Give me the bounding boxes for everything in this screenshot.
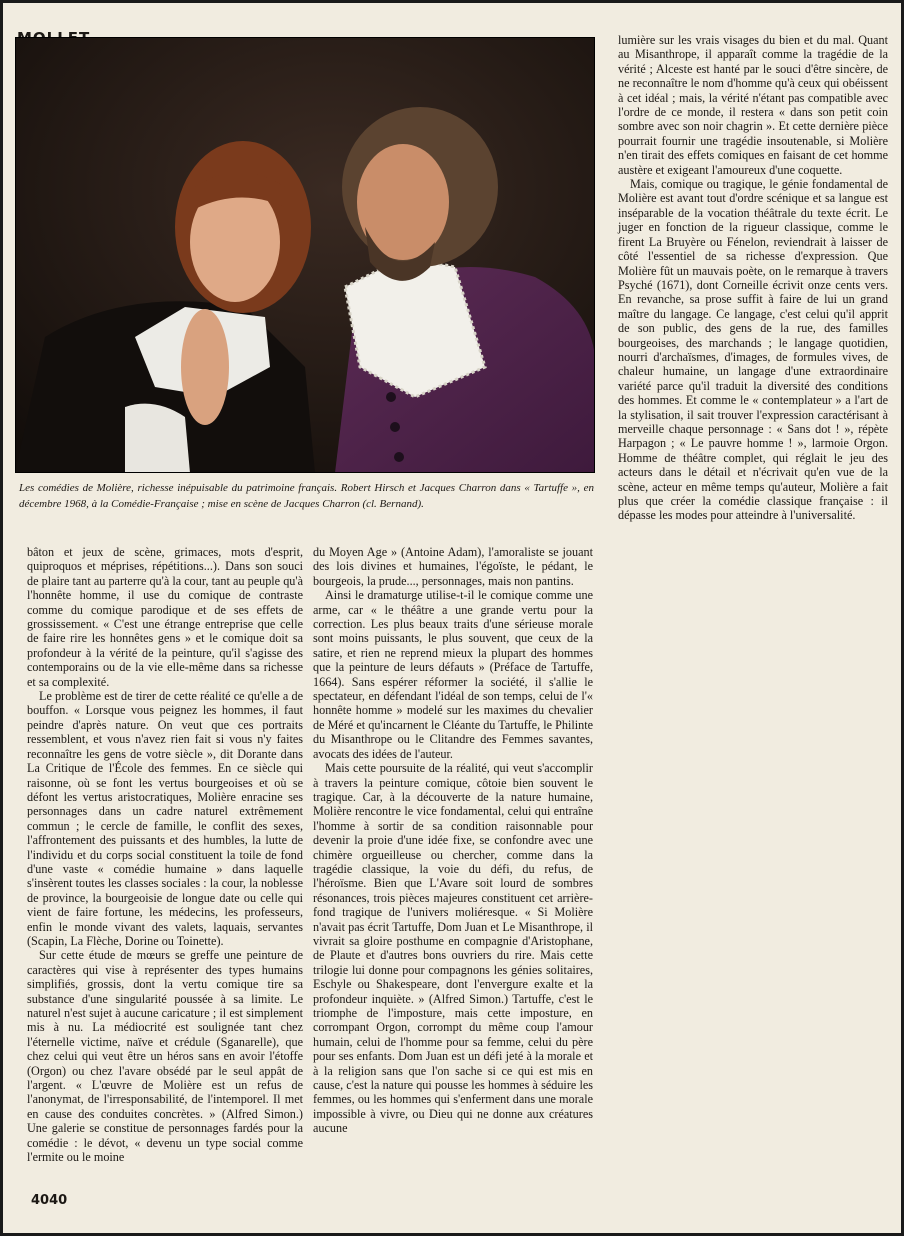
text-column-2 [313, 545, 593, 1136]
paragraph: du Moyen Age » (Antoine Adam), l'amoraliste se jouant des lois divines et humaines, l'égoïste, le pédant, le bourgeois, la prude..., personnages, mais non pantins. [313, 545, 593, 588]
paragraph: Le problème est de tirer de cette réalité ce qu'elle a de bouffon. « Lorsque vous peignez les hommes, il faut peindre d'après nature. On veut que ces portraits ressemblent, et vous n'avez rien fait si vous n'y faites reconnaître les gens de votre siècle », dit Dorante dans La Critique de l'École des femmes. En ce siècle qui raisonne, où se font les vertus bourgeoises et où se défont les vertus aristocratiques, Molière enracine ses personnages dans un cadre naturel extrêmement commun ; le cercle de famille, le conflit des sexes, l'affrontement des puissants et des humbles, la lutte de l'individu et du corps social constituent la toile de fond d'une vaste « comédie humaine » dans laquelle s'insèrent toutes les classes sociales : la cour, la noblesse de province, la bourgeoisie de longue date ou celle qui vient de faire fortune, les médecins, les professeurs, enfin le monde vivant des valets, laquais, servantes (Scapin, La Flèche, Dorine ou Toinette). [27, 689, 303, 948]
photo-caption: Les comédies de Molière, richesse inépuisable du patrimoine français. Robert Hirsch et Jacques Charron dans « Tartuffe », en décembre 1968, à la Comédie-Française ; mise en scène de Jacques Charron (cl. Bernand). [19, 482, 594, 510]
paragraph: Mais cette poursuite de la réalité, qui veut s'accomplir à travers la peinture comique, côtoie bien souvent le tragique. Car, à la découverte de la nature humaine, Molière rencontre le vice fondamental, celui qui entraîne l'homme à sortir de sa condition raisonnable pour devenir la proie d'une idée fixe, se confondre avec une chimère orgueilleuse ou chercher, comme dans la tragédie classique, la voie du défi, du refus, de l'héroïsme. Bien que L'Avare soit lourd de sombres résonances, trois pièces majeures constituent cet arrière-fond tragique de l'univers moliéresque. « Si Molière n'avait pas écrit Tartuffe, Dom Juan et Le Misanthrope, il vivrait sa gloire posthume en compagnie d'Aristophane, de Plaute et d'autres bons ouvriers du rire. Mais cette trilogie lui donne pour compagnons les génies solitaires, Eschyle ou Shakespeare, dont l'envergure exalte et la profondeur inquiète. » (Alfred Simon.) Tartuffe, c'est le triomphe de l'imposture, mais cette imposture, en corrompant Orgon, corrompt du même coup l'amour humain, celui de l'homme pour sa femme, celui du père pour ses enfants. Dom Juan est un défi jeté à la morale et à la religion sans que l'on sache si ce qui est mis en cause, c'est la nature qui pousse les hommes à séduire les femmes, ou les hommes qui s'enferment dans une morale impossible à vivre, ou Dieu qui ne donne aux créatures aucune [313, 761, 593, 1136]
paragraph: Mais, comique ou tragique, le génie fondamental de Molière est avant tout d'ordre scénique et sa langue est inséparable de la vocation théâtrale du texte écrit. Le juger en fonction de la rigueur classique, comme le firent La Bruyère ou Fénelon, reviendrait à laisser de côté l'essentiel de sa richesse d'expression. Que Molière fût un mauvais poète, on le remarque à travers Psyché (1671), dont Corneille écrivit onze cents vers. En revanche, sa prose suffit à faire de lui un grand maître du langage. Ce langage, c'est celui qu'il apprit de son public, des gens de la rue, des familles bourgeoises, des marchands ; le langage quotidien, nourri d'archaïsmes, d'images, de formules vives, de chaleur humaine, un langage d'une extraordinaire variété parce qu'il traduit la diversité des conditions des hommes. Et comme le « contemplateur » a l'art de la stylisation, il sait trouver l'expression caractérisant à merveille chaque personnage : « Sans dot ! », répète Harpagon ; « Le pauvre homme ! », larmoie Orgon. Homme de théâtre complet, qui réglait le jeu des acteurs dans le détail et n'écrivait qu'en vue de la scène, acteur en même temps qu'auteur, Molière a fait plus que créer la comédie classique française : il dépasse les modes pour atteindre à l'universalité. [618, 177, 888, 523]
page-number: 4040 [31, 1193, 68, 1208]
paragraph: lumière sur les vrais visages du bien et du mal. Quant au Misanthrope, il apparaît comme la tragédie de la vérité ; Alceste est hanté par le souci d'être sincère, de ne reconnaître le nom d'homme qu'à ceux qui obéissent à cet idéal ; mais, la vérité n'étant pas compatible avec l'ordre de ce monde, il restera « dans son petit coin sombre avec son noir chagrin ». Et cette dernière pièce pourrait fournir une tragédie insoutenable, si Molière n'en tirait des effets comiques en faisant de cet homme austère et exigeant l'amoureux d'une coquette. [618, 33, 888, 177]
text-column-1 [27, 545, 303, 1164]
document-page [3, 3, 901, 1233]
paragraph: Ainsi le dramaturge utilise-t-il le comique comme une arme, car « le théâtre a une grande vertu pour la correction. Les plus beaux traits d'une sérieuse morale sont moins puissants, le plus souvent, que ceux de la satire, et rien ne reprend mieux la plupart des hommes que la peinture de leurs défauts » (Préface de Tartuffe, 1664). Sans espérer réformer la société, il s'allie le spectateur, en défendant l'idéal de son temps, celui de l'« honnête homme » modelé sur les maximes du chevalier de Méré et qu'incarnent le Cléante du Tartuffe, le Philinte du Misanthrope ou le Clitandre des Femmes savantes, avocats des idées de l'auteur. [313, 588, 593, 761]
paragraph: Sur cette étude de mœurs se greffe une peinture de caractères qui vise à représenter des types humains simplifiés, grossis, dont la vertu comique tire sa substance d'une singularité poussée à sa limite. Le naturel n'est sujet à aucune caricature ; il est simplement mis à nu. La médiocrité est soulignée tant chez l'éternelle victime, naïve et crédule (Sganarelle), que chez celui qui veut être un héros sans en avoir l'étoffe (Orgon) ou chez l'avare obsédé par le seul appât de l'argent. « L'œuvre de Molière est un refus de l'anonymat, de l'irresponsabilité, de l'intemporel. Il met en cause des conduites concrètes. » (Alfred Simon.) Une galerie se constitue de personnages fardés pour la comédie : le dévot, « devenu un type social comme l'ermite ou le moine [27, 948, 303, 1165]
tartuffe-photo-illustration [15, 37, 595, 473]
text-column-3 [618, 33, 888, 523]
paragraph: bâton et jeux de scène, grimaces, mots d'esprit, quiproquos et méprises, répétitions...). Dans son souci de plaire tant au parterre qu'à la cour, tant au peuple qu'à l'honnête homme, il use du comique de contraste comme du comique parodique et de ses effets de grossissement. « C'est une étrange entreprise que celle de faire rire les honnêtes gens » et le comique doit sa profondeur à la vérité de la peinture, qu'il s'agisse des contemporains ou de la vie elle-même dans sa richesse et sa complexité. [27, 545, 303, 689]
theatre-photo [15, 37, 595, 473]
